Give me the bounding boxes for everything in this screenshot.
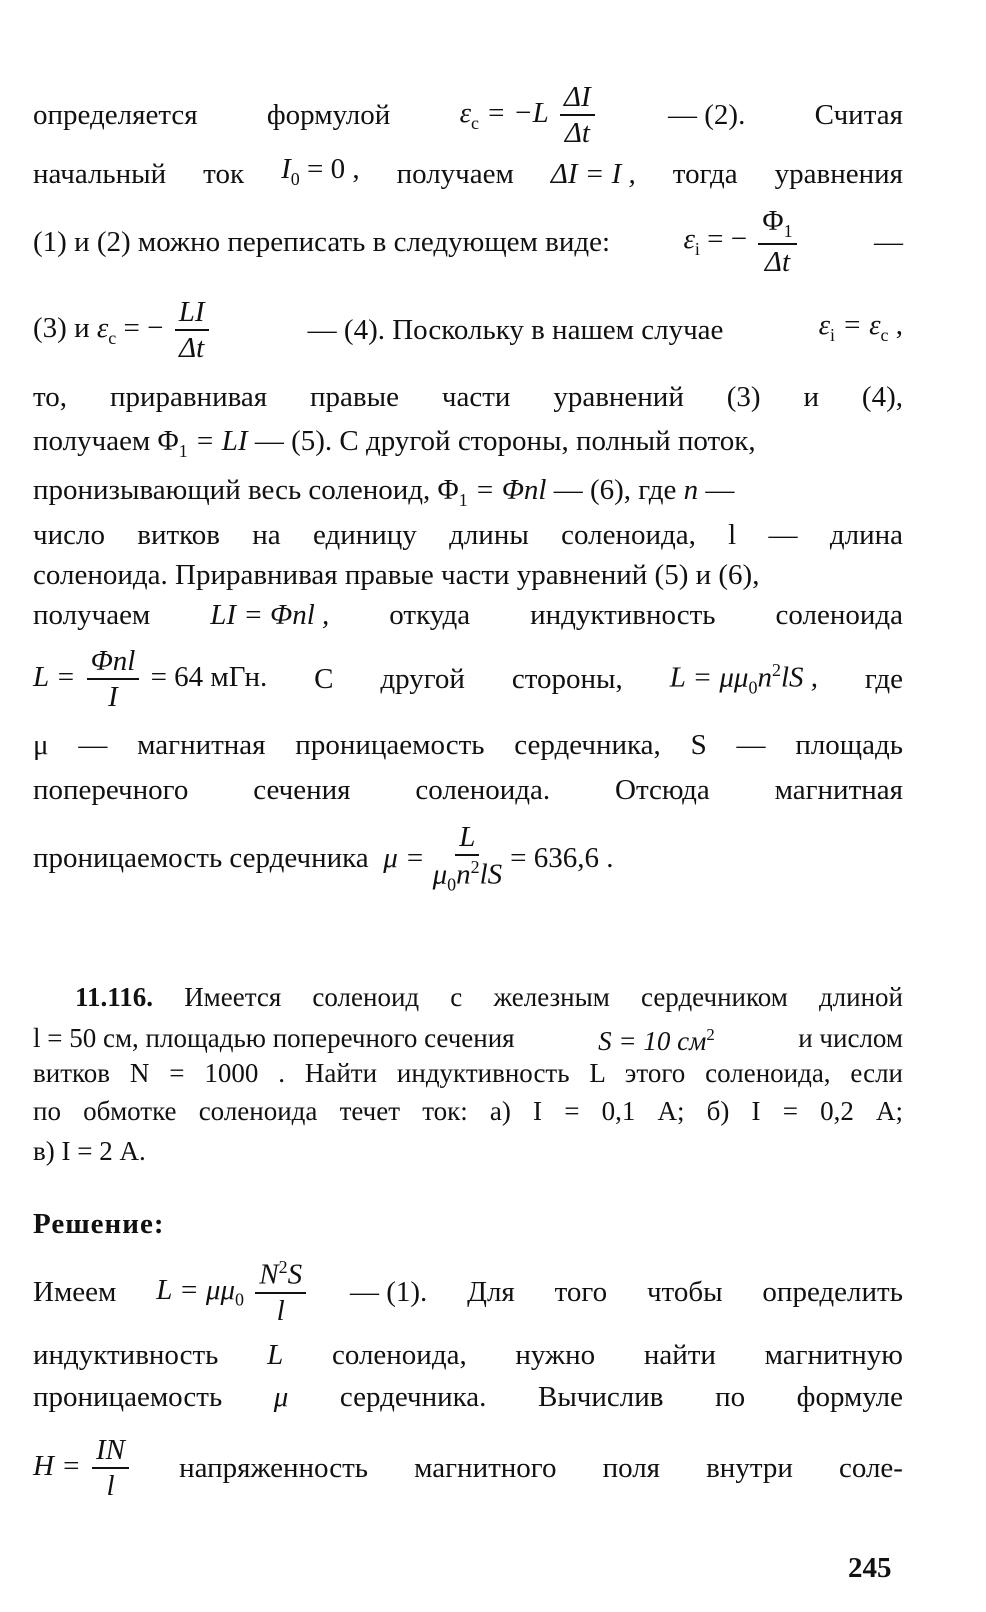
text-line (33, 1380, 903, 1414)
problem-line: 11.116. Имеется соленоид с железным сердечником длиной (75, 982, 904, 1012)
word: где (864, 663, 903, 695)
word: ток (203, 157, 245, 190)
word: соленоида. (415, 774, 551, 806)
formula: μ (273, 1381, 289, 1413)
solution-heading: Решение: (33, 1208, 165, 1240)
word: Вычислив (537, 1381, 664, 1413)
formula: LI = Φnl , (210, 599, 330, 631)
text-line (33, 1252, 903, 1332)
text-line: соленоида. Приравнивая правые части уравнений (5) и (6), (33, 559, 760, 591)
formula: $L = \mu\mu_0n^2lS$ , (669, 660, 819, 698)
word: стороны, (511, 663, 623, 695)
text-line (33, 1428, 903, 1508)
problem-number: 11.116. (75, 982, 154, 1012)
text-line: число витков на единицу длины соленоида, l — длина (33, 519, 903, 551)
formula: (3) и $\varepsilon_c$ = − $\frac{LI}{\Delta t}$ (33, 297, 213, 364)
word: того (554, 1276, 608, 1308)
word: соле- (838, 1452, 903, 1484)
formula: ΔI = I , (550, 157, 636, 190)
formula: $I_0 = 0$ , (281, 153, 360, 189)
word: соленоида (775, 599, 903, 631)
formula: L = $\frac{\text{Φnl}}{I}$ = 64 мГн. (33, 644, 268, 713)
word: индуктивность (33, 1339, 219, 1371)
text-line (33, 598, 903, 632)
word: Отсюда (615, 774, 710, 806)
word: найти (643, 1339, 716, 1371)
problem-line: l = 50 см, площадью поперечного сечения S = 10 $см^2$ и числом (33, 1023, 903, 1056)
text-line: получаем $\Phi_1$ = LI — (5). С другой стороны, полный поток, (33, 425, 756, 461)
word: — (2). (668, 99, 746, 131)
word: Для (467, 1276, 515, 1308)
word: Имеем (33, 1276, 117, 1308)
word: определить (762, 1276, 903, 1308)
word: получаем (396, 157, 514, 190)
formula: $\varepsilon_c = -L$ $\frac{\Delta I}{\Delta t}$ (460, 82, 599, 149)
text-line (33, 773, 903, 807)
word: начальный (33, 157, 167, 190)
problem-line: витков N = 1000 . Найти индуктивность L этого соленоида, если (33, 1058, 904, 1088)
text-segment: — (4). Поскольку в нашем случае (307, 314, 724, 346)
dash: — (874, 226, 903, 258)
word: чтобы (646, 1276, 723, 1308)
problem-line: по обмотке соленоида течет ток: а) I = 0,1 А; б) I = 0,2 А; (33, 1096, 903, 1126)
word: С (314, 663, 334, 695)
word: по (715, 1381, 746, 1413)
text-line (33, 640, 903, 718)
text-segment: (1) и (2) можно переписать в следующем виде: (33, 226, 611, 258)
word: соленоида, (331, 1339, 467, 1371)
word: определяется (33, 99, 198, 131)
text-line (33, 292, 903, 368)
text-line: проницаемость сердечника μ = $\frac{L}{\mu_0n^2lS}$ = 636,6 . (33, 820, 614, 895)
formula: $\varepsilon_i$ = − $\frac{\Phi_1}{\Delta t}$ (683, 206, 800, 277)
word: поля (602, 1452, 661, 1484)
text-line (33, 80, 903, 150)
text-line: то, приравнивая правые части уравнений (3) и (4), (33, 381, 903, 413)
word: сердечника. (339, 1381, 487, 1413)
word: формуле (796, 1381, 903, 1413)
text-line (33, 1338, 903, 1372)
formula: $\varepsilon_i = \varepsilon_c$ , (818, 309, 903, 345)
formula: H = $\frac{IN}{l}$ (33, 1435, 133, 1502)
text-line: μ — магнитная проницаемость сердечника, S — площадь (33, 729, 903, 761)
word: магнитная (774, 774, 903, 806)
word: нужно (515, 1339, 596, 1371)
text-line (33, 204, 903, 280)
word: сечения (253, 774, 351, 806)
formula: $L = \mu\mu_0$ $\frac{N^2S}{l}$ (156, 1258, 310, 1327)
word: Считая (814, 99, 903, 131)
word: получаем (33, 599, 151, 631)
word: магнитную (764, 1339, 903, 1371)
word: магнитного (414, 1452, 557, 1484)
word: внутри (706, 1452, 793, 1484)
word: индуктивность (530, 599, 716, 631)
page-number: 245 (848, 1552, 892, 1584)
word: — (1). (349, 1276, 428, 1308)
word: поперечного (33, 774, 189, 806)
word: проницаемость (33, 1381, 223, 1413)
problem-line: в) I = 2 А. (33, 1136, 146, 1166)
text-line (33, 152, 903, 196)
word: тогда (672, 157, 738, 190)
word: уравнения (774, 157, 903, 190)
word: формулой (266, 99, 391, 131)
word: напряженность (179, 1452, 369, 1484)
word: другой (380, 663, 465, 695)
text-line: пронизывающий весь соленоид, $\Phi_1 = \Phi nl$ — (6), где n — (33, 474, 735, 510)
word: откуда (389, 599, 471, 631)
formula: L (267, 1339, 284, 1371)
